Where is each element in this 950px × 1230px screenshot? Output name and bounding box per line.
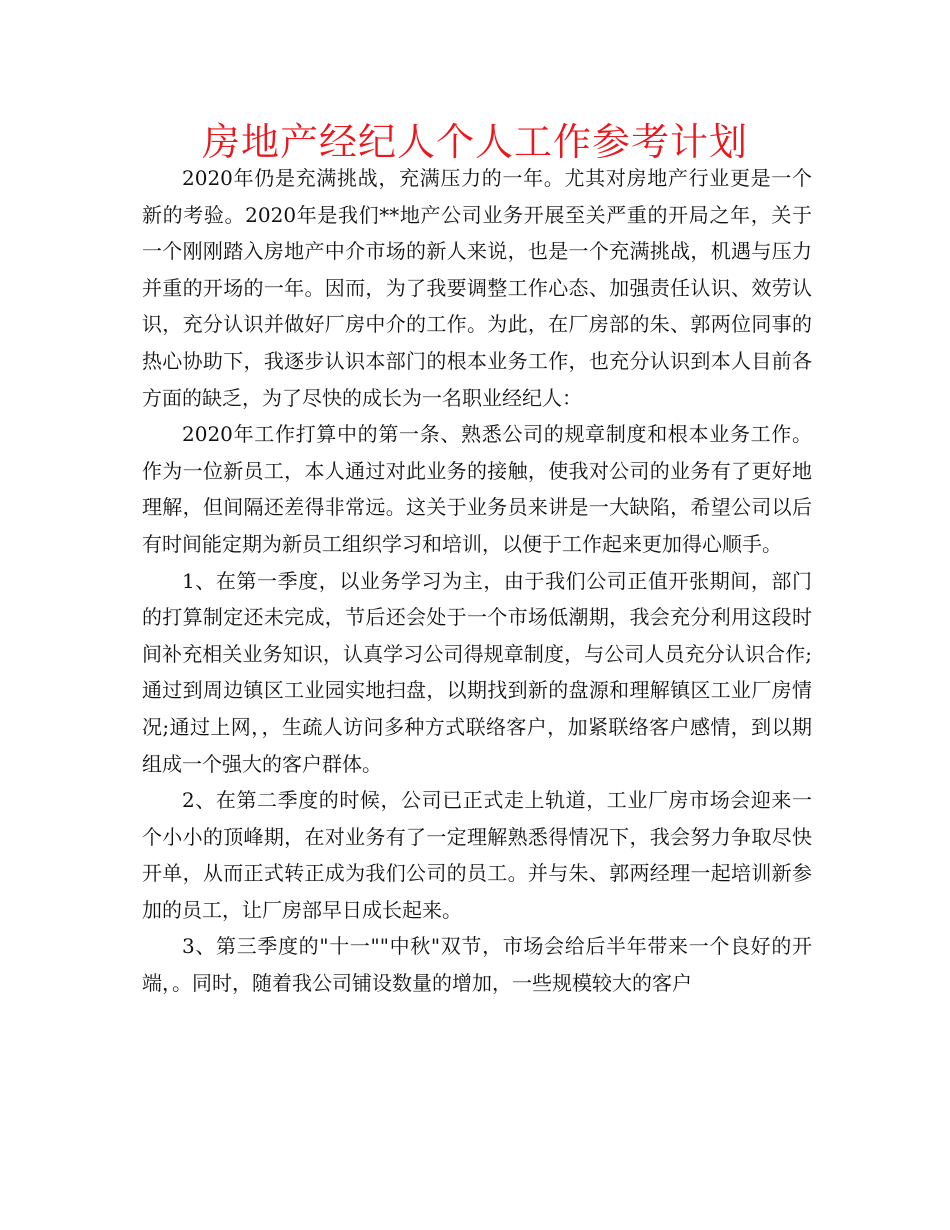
paragraph-q2: 2、在第二季度的时候，公司已正式走上轨道，工业厂房市场会迎来一个小小的顶峰期，在对业务有了一定理解熟悉得情况下，我会努力争取尽快开单，从而正式转正成为我们公司的员工。并与朱、郭两经理一起培训新参加的员工，让厂房部早日成长起来。 (142, 788, 812, 922)
document-body (142, 160, 812, 1002)
paragraph-intro: 2020年仍是充满挑战，充满压力的一年。尤其对房地产行业更是一个新的考验。2020年是我们**地产公司业务开展至关严重的开局之年，关于一个刚刚踏入房地产中介市场的新人来说，也是一个充满挑战，机遇与压力并重的开场的一年。因而，为了我要调整工作心态、加强责任认识、效劳认识，充分认识并做好厂房中介的工作。为此，在厂房部的朱、郭两位同事的热心协助下，我逐步认识本部门的根本业务工作，也充分认识到本人目前各方面的缺乏，为了尽快的成长为一名职业经纪人： (142, 166, 812, 410)
paragraph-q1: 1、在第一季度，以业务学习为主，由于我们公司正值开张期间，部门的打算制定还未完成，节后还会处于一个市场低潮期，我会充分利用这段时间补充相关业务知识，认真学习公司得规章制度，与公司人员充分认识合作;通过到周边镇区工业园实地扫盘，以期找到新的盘源和理解镇区工业厂房情况;通过上网，，生疏人访问多种方式联络客户，加紧联络客户感情，到以期组成一个强大的客户群体。 (142, 568, 812, 776)
document-title: 房地产经纪人个人工作参考计划 (201, 120, 748, 164)
paragraph-q3: 3、第三季度的"十一""中秋"双节，市场会给后半年带来一个良好的开端，。同时，随着我公司铺设数量的增加，一些规模较大的客户 (142, 934, 812, 996)
paragraph-plan-first-item: 2020年工作打算中的第一条、熟悉公司的规章制度和根本业务工作。作为一位新员工，本人通过对此业务的接触，使我对公司的业务有了更好地理解，但间隔还差得非常远。这关于业务员来讲是一大缺陷，希望公司以后有时间能定期为新员工组织学习和培训，以便于工作起来更加得心顺手。 (142, 422, 812, 556)
